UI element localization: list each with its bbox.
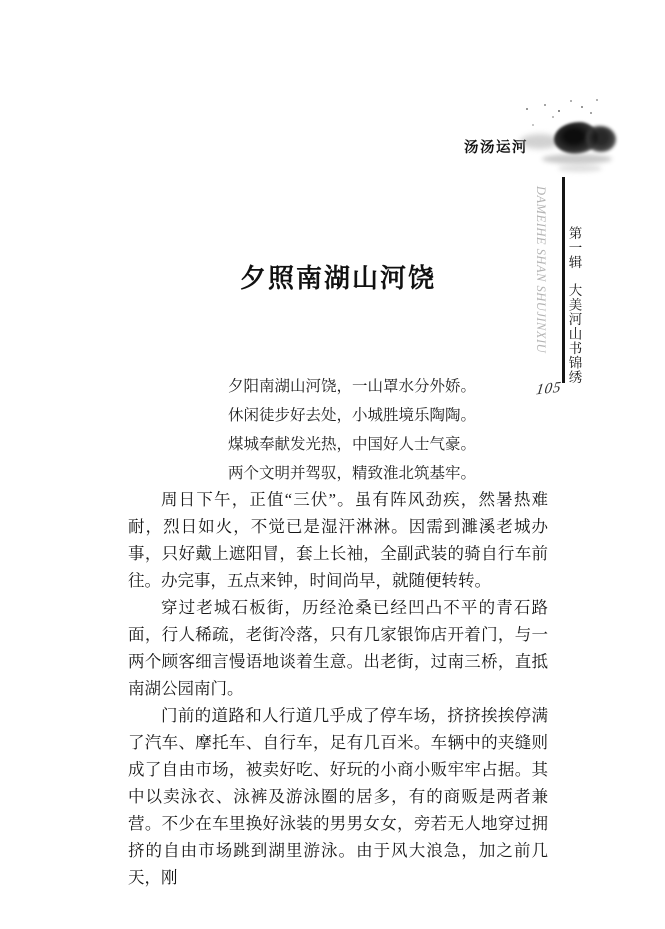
sidebar-series-pinyin: DAMEIHE SHAN SHUJINXIU: [534, 186, 548, 354]
ink-rock-icon: [586, 126, 616, 152]
sidebar-volume-label: 第一辑: [566, 226, 582, 270]
body-paragraph: 周日下午，正值“三伏”。虽有阵风劲疾，然暑热难耐，烈日如火，不觉已是湿汗淋淋。因需到濉溪老城办事，只好戴上遮阳冒，套上长袖，全副武装的骑自行车前往。办完事，五点来钟，时间尚早，就随便转转。: [128, 490, 548, 590]
ink-wash-landscape-icon: [516, 98, 630, 180]
poem-line: 煤城奉献发光热，中国好人士气豪。: [228, 436, 477, 453]
ink-reflection-icon: [542, 154, 612, 164]
body-paragraph: 门前的道路和人行道几乎成了停车场，挤挤挨挨停满了汽车、摩托车、自行车，足有几百米。车辆中的夹缝则成了自由市场，被卖好吃、好玩的小商小贩牢牢占据。其中以卖泳衣、泳裤及游泳圈的居多，有的商贩是两者兼营。不少在车里换好泳装的男男女女，旁若无人地穿过拥挤的自由市场跳到湖里游泳。由于风大浪急，加之前几天，刚: [128, 706, 548, 887]
body-text-block: [128, 486, 548, 891]
body-paragraph: 穿过老城石板街，历经沧桑已经凹凸不平的青石路面，行人稀疏，老街冷落，只有几家银饰店开着门，与一两个顾客细言慢语地谈着生意。出老街，过南三桥，直抵南湖公园南门。: [128, 598, 548, 698]
poem-line: 两个文明并驾驭，精致淮北筑基牢。: [228, 465, 477, 482]
sidebar-divider-line: [562, 177, 565, 383]
article-title: 夕照南湖山河饶: [239, 264, 436, 293]
page-number: 105: [534, 379, 563, 399]
sidebar-series-title: 大美河山书锦绣: [566, 282, 582, 384]
ink-speckles-icon: [526, 108, 528, 110]
sidebar-series-text: [567, 226, 581, 384]
running-header-title: 汤汤运河: [464, 140, 528, 156]
poem-line: 休闲徒步好去处，小城胜境乐陶陶。: [228, 407, 477, 424]
poem-block: [228, 372, 476, 488]
poem-line: 夕阳南湖山河饶，一山罩水分外娇。: [228, 378, 477, 395]
ink-reflection-icon: [558, 165, 602, 172]
